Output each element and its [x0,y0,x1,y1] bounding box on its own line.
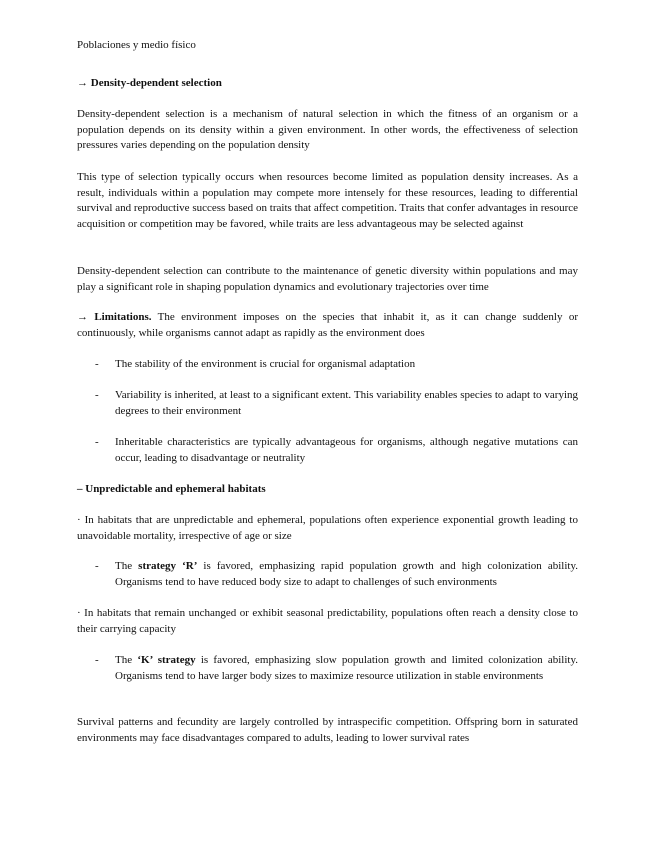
r-strategy-term: strategy ‘R’ [138,560,198,572]
limitations-lead: → Limitations. [77,311,152,323]
limitations-text: The environment imposes on the species that inhabit it, as it can change suddenly or continuously, while organisms cannot adapt as rapidly as the environment does [77,311,578,339]
bullet-dash: - [95,560,99,572]
paragraph-unpredictable: · In habitats that are unpredictable and ephemeral, populations often experience exponential growth leading to unavoidable mortality, irrespective of age or size [77,514,578,542]
list-item-text: Variability is inherited, at least to a significant extent. This variability enables species to adapt to varying degrees to their environment [115,389,578,417]
list-item-text: The stability of the environment is crucial for organismal adaptation [115,358,416,370]
list-item-text: Inheritable characteristics are typically advantageous for organisms, although negative mutations can occur, leading to disadvantage or neutrality [115,436,578,464]
k-item-post: is favored, emphasizing slow population growth and limited colonization ability. Organisms tend to have larger body sizes to maximize resource utilization in stable environments [115,654,579,682]
section-heading-text: – Unpredictable and ephemeral habitats [77,483,266,495]
paragraph-survival: Survival patterns and fecundity are largely controlled by intraspecific competition. Offspring born in saturated environments may face disadvantages compared to adults, leading to lower survival rates [77,716,578,744]
list-item-text [115,559,578,590]
paragraph-limitations [77,310,578,341]
page-header: Poblaciones y medio físico [77,39,196,51]
k-item-pre: The [115,654,138,666]
section-heading-density [77,76,578,92]
bullet-dash: - [95,654,99,666]
r-item-post: is favored, emphasizing rapid population growth and high colonization ability. Organisms tend to have reduced body size to adapt to challenges of such environments [115,560,578,588]
section-heading-text: → Density-dependent selection [77,77,222,89]
section-heading-habitats [77,482,578,498]
paragraph-diversity: Density-dependent selection can contribute to the maintenance of genetic diversity within populations and may play a significant role in shaping population dynamics and evolutionary trajectories over time [77,265,578,293]
paragraph-definition: Density-dependent selection is a mechanism of natural selection in which the fitness of an organism or a population depends on its density within a given environment. In other words, the effectiveness of selection pressures varies depending on the population density [77,108,578,151]
bullet-dash: - [95,358,99,370]
paragraph-mechanism: This type of selection typically occurs when resources become limited as population density increases. As a result, individuals within a population may compete more intensely for these resources, leading to differential survival and reproductive success based on traits that affect competition. Traits that confer advantages in resource acquisition or competition may be favored, while traits are less advantageous may be selected against [77,171,578,230]
list-item-text [115,653,578,684]
r-item-pre: The [115,560,139,572]
bullet-dash: - [95,436,99,448]
k-strategy-term: ‘K’ strategy [137,654,196,666]
bullet-dash: - [95,389,99,401]
paragraph-predictable: · In habitats that remain unchanged or exhibit seasonal predictability, populations often reach a density close to their carrying capacity [77,607,578,635]
